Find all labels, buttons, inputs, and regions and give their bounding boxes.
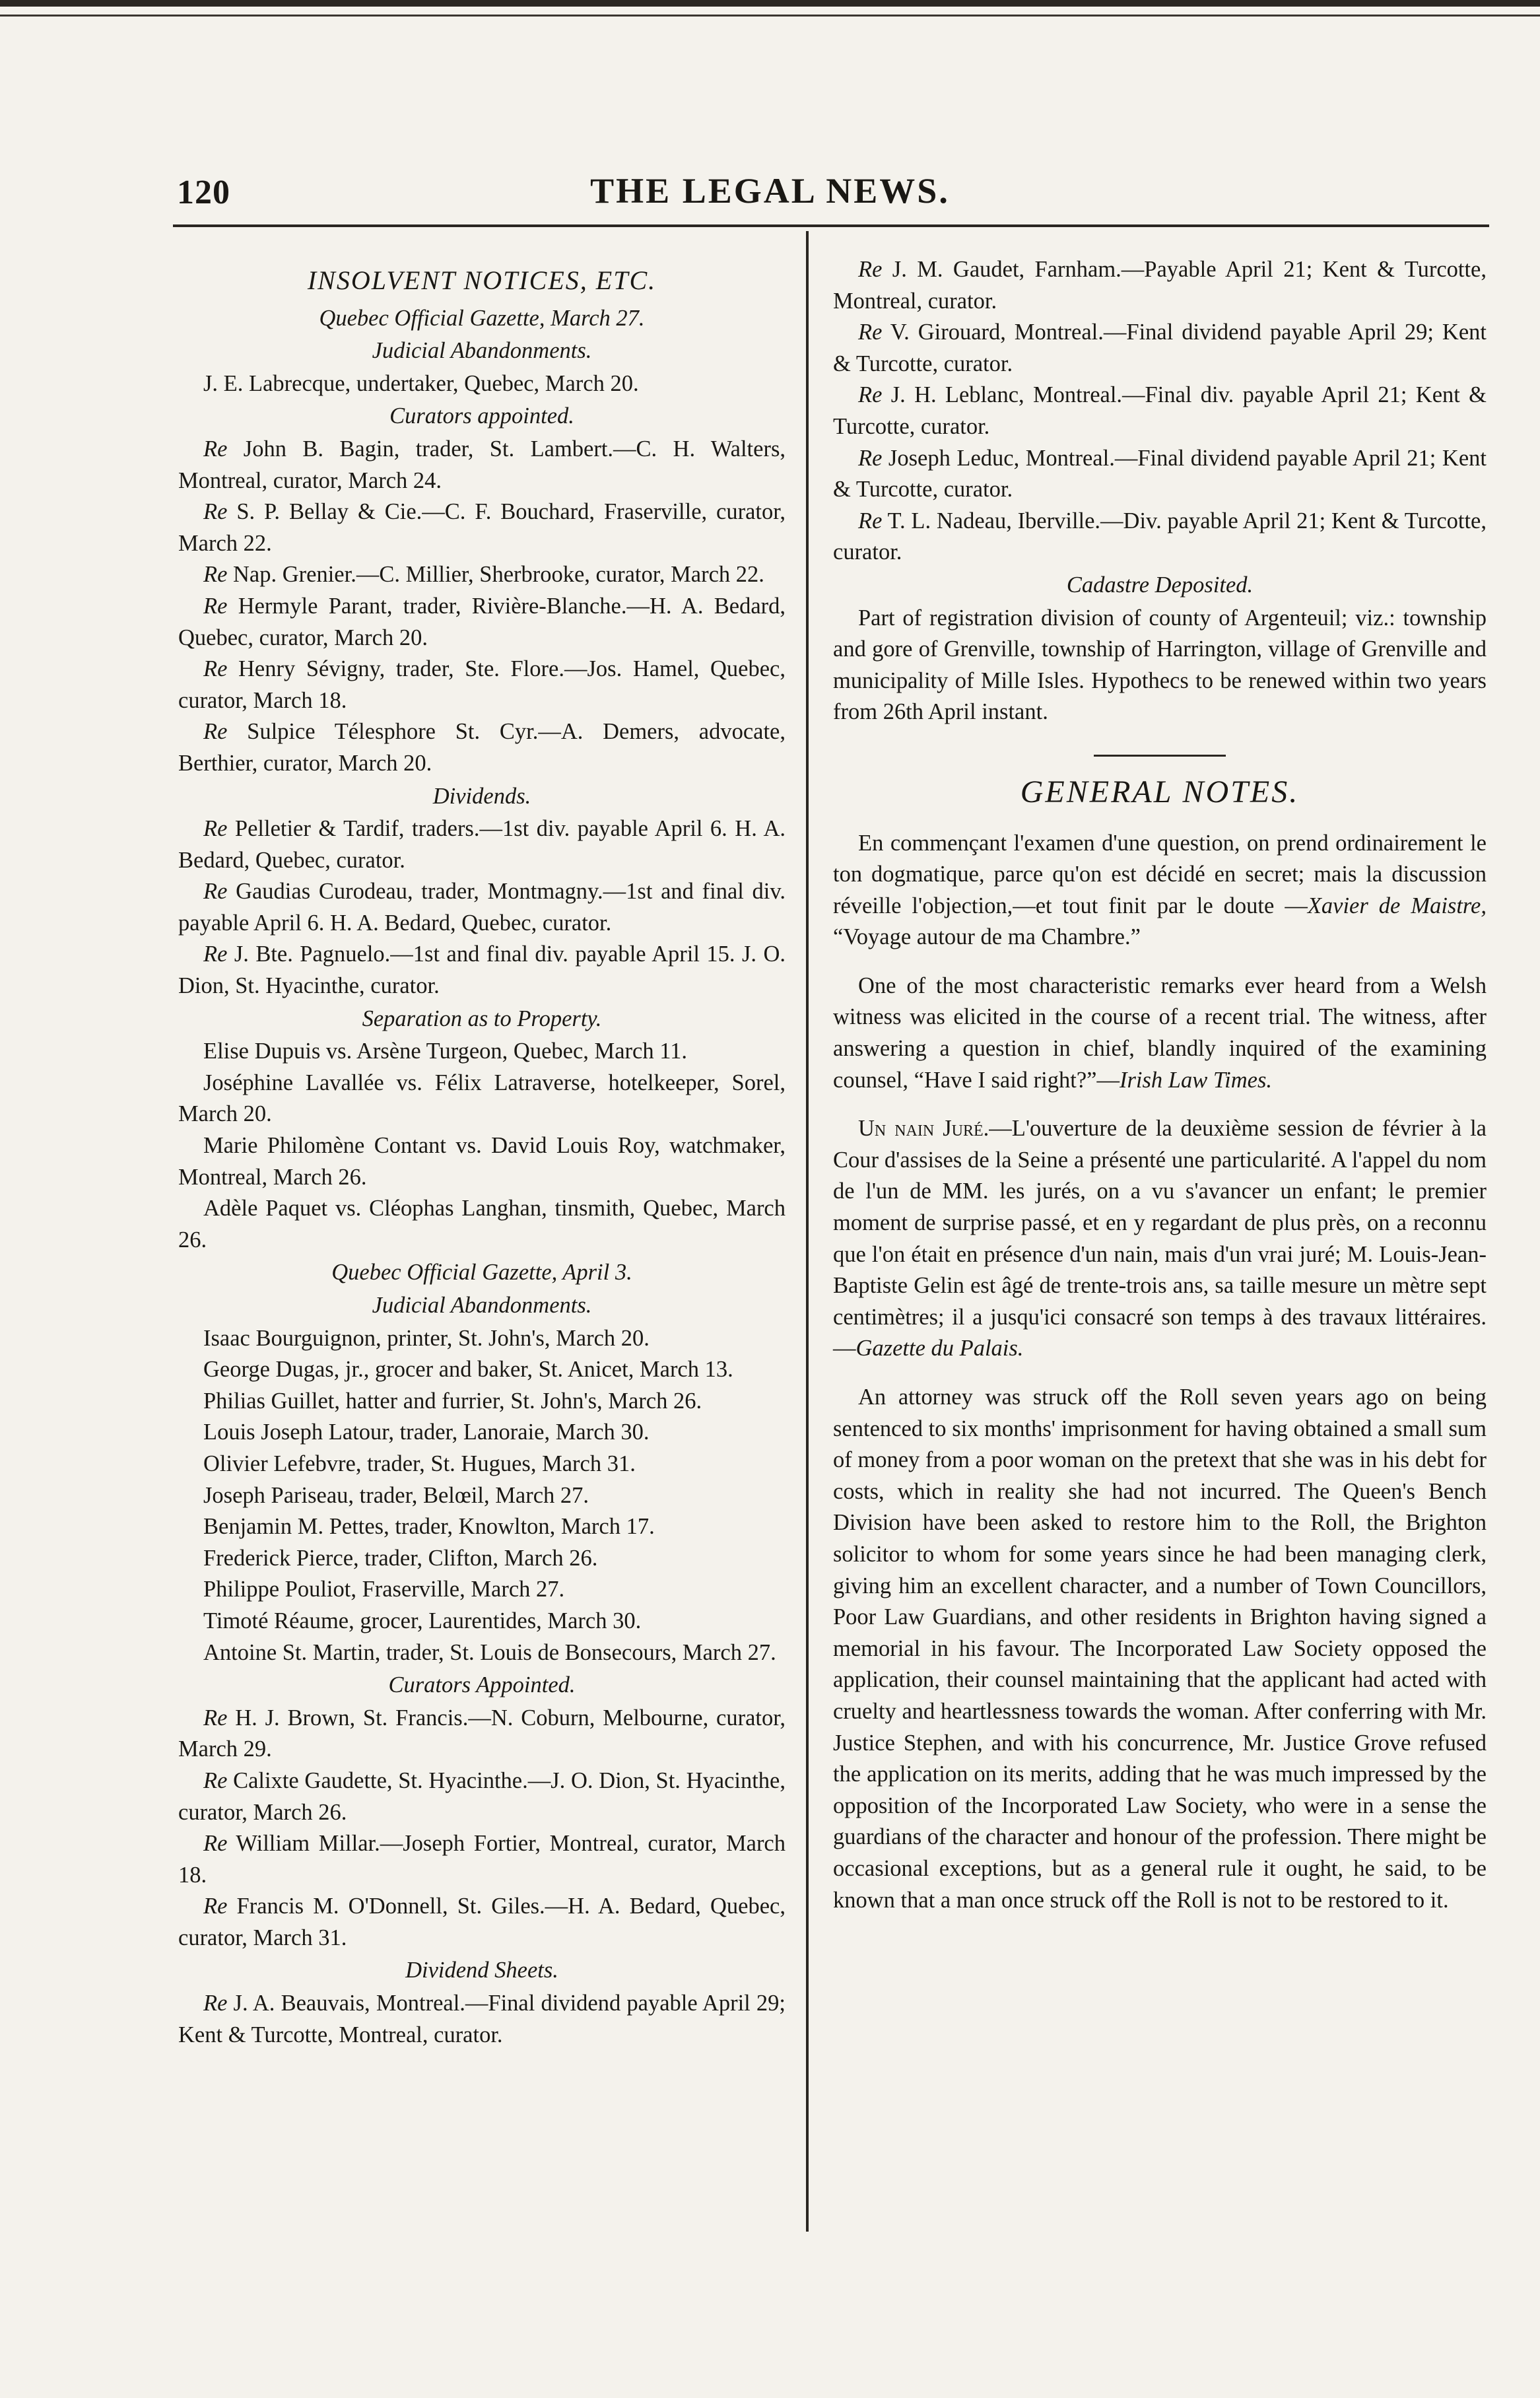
judicial-abandonments-heading: Judicial Abandonments.	[372, 338, 592, 364]
judicial-abandonments-heading: Judicial Abandonments.	[372, 1293, 592, 1318]
section-divider-rule	[1094, 755, 1226, 757]
gazette-heading-april: Quebec Official Gazette, April 3.	[331, 1260, 632, 1285]
list-item: Re Calixte Gaudette, St. Hyacinthe.—J. O. Dion, St. Hyacinthe, curator, March 26.	[178, 1767, 786, 1825]
top-border-rule	[0, 0, 1540, 7]
general-notes-title: GENERAL NOTES.	[1020, 774, 1300, 809]
top-border-rule-thin	[0, 15, 1540, 17]
cadastre-heading: Cadastre Deposited.	[1066, 572, 1254, 598]
list-item: Re J. M. Gaudet, Farnham.—Payable April 21; Kent & Turcotte, Montreal, curator.	[833, 257, 1487, 314]
right-column	[833, 254, 1487, 1916]
list-item: Joseph Pariseau, trader, Belœil, March 27.	[203, 1482, 589, 1508]
note-paragraph: An attorney was struck off the Roll seven years ago on being sentenced to six months' imprisonment for having obtained a small sum of money from a poor woman on the pretext that she was in his debt for costs, which in reality she had not incurred. The Queen's Bench Division have been asked to restore him to the Roll, the Brighton solicitor to whom for some years since he had been managing clerk, giving him an excellent character, and a number of Town Councillors, Poor Law Guardians, and other residents in Brighton having signed a memorial in his favour. The Incorporated Law Society opposed the application, their counsel maintaining that the applicant had acted with cruelty and heartlessness towards the woman. After conferring with Mr. Justice Stephen, and with his concurrence, Mr. Justice Grove refused the application on its merits, adding that he was much impressed by the opposition of the Incorporated Law Society, who were in a sense the guardians of the character and honour of the profession. There might be occasional exceptions, but as a general rule it ought, he said, to be known that a man once struck off the Roll is not to be restored to it.	[833, 1385, 1487, 1913]
header-rule	[173, 224, 1489, 227]
note-paragraph: Un nain Juré.—L'ouverture de la deuxième session de février à la Cour d'assises de la Seine a présenté une particularité. A l'appel du nom de l'un de MM. les jurés, on a vu s'avancer un enfant; le premier moment de surprise passé, et en y regardant de plus près, on a reconnu que l'on était en présence d'un nain, mais d'un vrai juré; M. Louis-Jean-Baptiste Gelin est âgé de trente-trois ans, sa taille mesure un mètre sept centimètres; il a jusqu'ici consacré son temps à des travaux littéraires.—Gazette du Palais.	[833, 1116, 1487, 1361]
list-item: Louis Joseph Latour, trader, Lanoraie, March 30.	[203, 1420, 650, 1445]
list-item: Re J. H. Leblanc, Montreal.—Final div. payable April 21; Kent & Turcotte, curator.	[833, 382, 1487, 439]
list-item: Re Henry Sévigny, trader, Ste. Flore.—Jos. Hamel, Quebec, curator, March 18.	[178, 656, 786, 713]
list-item: Timoté Réaume, grocer, Laurentides, March 30.	[203, 1608, 642, 1633]
list-item: Re Gaudias Curodeau, trader, Montmagny.—1st and final div. payable April 6. H. A. Bedard, Quebec, curator.	[178, 879, 786, 936]
list-item: Re Francis M. O'Donnell, St. Giles.—H. A. Bedard, Quebec, curator, March 31.	[178, 1894, 786, 1950]
note-paragraph: En commençant l'examen d'une question, on prend ordinairement le ton dogmatique, parce qu'on est décidé en secret; mais la discussion réveille l'objection,—et tout finit par le doute —Xavier de Maistre, “Voyage autour de ma Chambre.”	[833, 830, 1487, 950]
cadastre-paragraph: Part of registration division of county of Argenteuil; viz.: township and gore of Grenville, township of Harrington, village of Grenville and municipality of Mille Isles. Hypothecs to be renewed within two years from 26th April instant.	[833, 605, 1487, 725]
list-item: Isaac Bourguignon, printer, St. John's, March 20.	[203, 1325, 650, 1351]
list-item: Re Pelletier & Tardif, traders.—1st div. payable April 6. H. A. Bedard, Quebec, curator.	[178, 816, 786, 873]
list-item: Antoine St. Martin, trader, St. Louis de Bonsecours, March 27.	[203, 1639, 776, 1665]
running-head: THE LEGAL NEWS.	[590, 171, 950, 211]
gazette-heading-march: Quebec Official Gazette, March 27.	[319, 305, 645, 331]
list-item: Re Nap. Grenier.—C. Millier, Sherbrooke, curator, March 22.	[203, 562, 764, 588]
column-divider	[806, 231, 809, 2232]
separation-heading: Separation as to Property.	[362, 1006, 602, 1031]
list-item: J. E. Labrecque, undertaker, Quebec, March 20.	[203, 370, 639, 396]
list-item: Philias Guillet, hatter and furrier, St. John's, March 26.	[203, 1388, 702, 1414]
curators-heading: Curators Appointed.	[388, 1672, 576, 1698]
list-item: Re V. Girouard, Montreal.—Final dividend payable April 29; Kent & Turcotte, curator.	[833, 320, 1487, 376]
list-item: Adèle Paquet vs. Cléophas Langhan, tinsmith, Quebec, March 26.	[178, 1196, 786, 1252]
list-item: Frederick Pierce, trader, Clifton, March 26.	[203, 1545, 598, 1571]
list-item: Philippe Pouliot, Fraserville, March 27.	[203, 1577, 565, 1602]
list-item: Re S. P. Bellay & Cie.—C. F. Bouchard, Fraserville, curator, March 22.	[178, 499, 786, 556]
page-number: 120	[177, 174, 230, 211]
list-item: Marie Philomène Contant vs. David Louis Roy, watchmaker, Montreal, March 26.	[178, 1133, 786, 1190]
list-item: Elise Dupuis vs. Arsène Turgeon, Quebec, March 11.	[203, 1039, 688, 1064]
list-item: Re J. Bte. Pagnuelo.—1st and final div. payable April 15. J. O. Dion, St. Hyacinthe, curator.	[178, 942, 786, 999]
list-item: Re T. L. Nadeau, Iberville.—Div. payable April 21; Kent & Turcotte, curator.	[833, 508, 1487, 565]
list-item: Olivier Lefebvre, trader, St. Hugues, March 31.	[203, 1451, 636, 1476]
list-item: Re John B. Bagin, trader, St. Lambert.—C. H. Walters, Montreal, curator, March 24.	[178, 436, 786, 493]
dividend-sheets-heading: Dividend Sheets.	[405, 1958, 558, 1983]
list-item: Re J. A. Beauvais, Montreal.—Final dividend payable April 29; Kent & Turcotte, Montreal, curator.	[178, 1991, 786, 2047]
insolvent-notices-title: INSOLVENT NOTICES, ETC.	[307, 265, 657, 295]
list-item: Benjamin M. Pettes, trader, Knowlton, March 17.	[203, 1514, 655, 1540]
list-item: Re H. J. Brown, St. Francis.—N. Coburn, Melbourne, curator, March 29.	[178, 1705, 786, 1762]
list-item: George Dugas, jr., grocer and baker, St. Anicet, March 13.	[203, 1357, 733, 1383]
list-item: Re Sulpice Télesphore St. Cyr.—A. Demers, advocate, Berthier, curator, March 20.	[178, 719, 786, 776]
dividends-heading: Dividends.	[432, 783, 531, 809]
curators-heading: Curators appointed.	[389, 403, 574, 429]
left-column	[178, 261, 786, 2051]
note-paragraph: One of the most characteristic remarks ever heard from a Welsh witness was elicited in the course of a recent trial. The witness, after answering a question in chief, blandly inquired of the examining counsel, “Have I said right?”—Irish Law Times.	[833, 973, 1487, 1093]
list-item: Joséphine Lavallée vs. Félix Latraverse, hotelkeeper, Sorel, March 20.	[178, 1070, 786, 1127]
list-item: Re Hermyle Parant, trader, Rivière-Blanche.—H. A. Bedard, Quebec, curator, March 20.	[178, 593, 786, 650]
list-item: Re William Millar.—Joseph Fortier, Montreal, curator, March 18.	[178, 1831, 786, 1888]
list-item: Re Joseph Leduc, Montreal.—Final dividend payable April 21; Kent & Turcotte, curator.	[833, 445, 1487, 502]
